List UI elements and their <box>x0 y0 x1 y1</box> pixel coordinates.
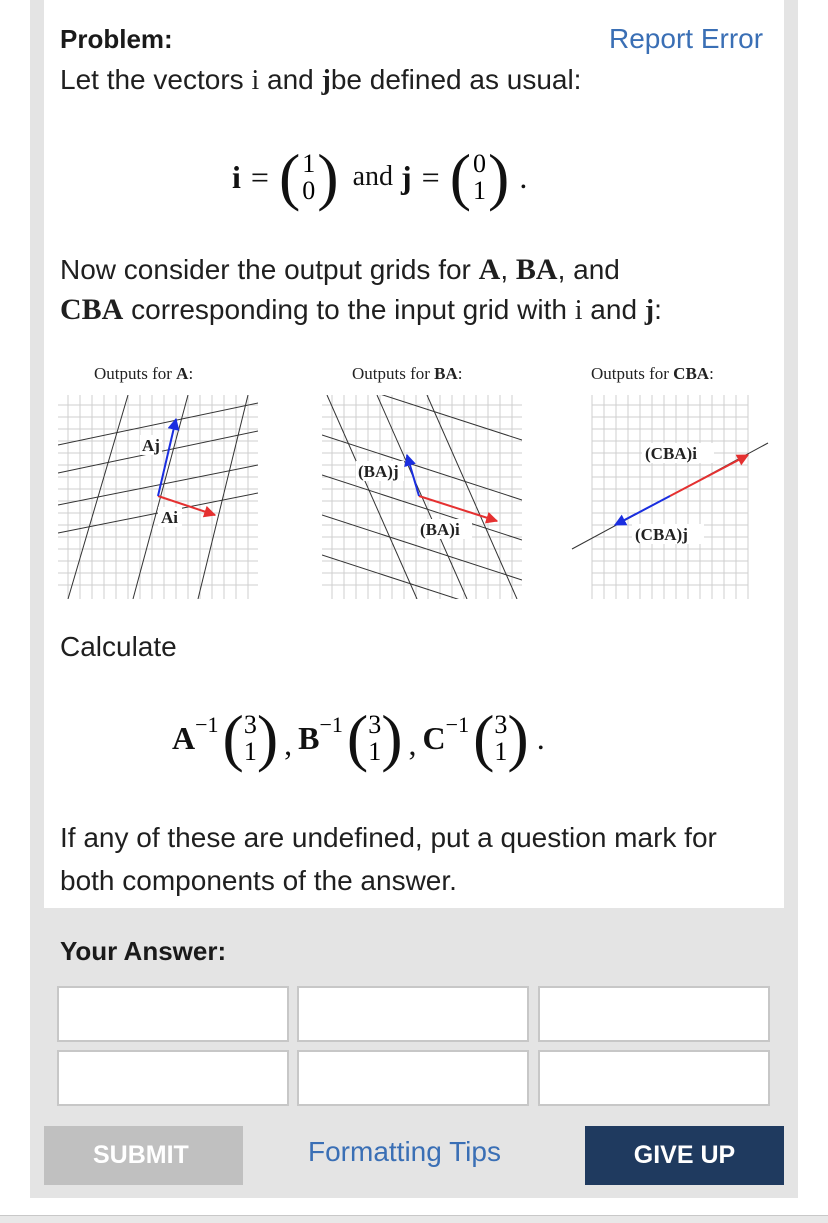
now-consider-line2: CBA corresponding to the input grid with i and j: <box>60 293 662 326</box>
caption-a: Outputs for A: <box>94 364 194 383</box>
vector-aj <box>158 419 176 496</box>
problem-label: Problem: <box>60 24 173 54</box>
undefined-note: If any of these are undefined, put a question mark for both components of the answer. <box>60 822 717 896</box>
your-answer-label: Your Answer: <box>60 936 227 966</box>
now-consider-line1: Now consider the output grids for A, BA, and <box>60 253 620 286</box>
inverse-expression: A −1 ( 3 1 ) , B −1 ( 3 1 ) , C −1 ( 3 1 ) . <box>172 702 545 773</box>
vector-ba-j <box>407 455 419 496</box>
answer-input-2[interactable] <box>297 986 529 1042</box>
label-cba-j: (CBA)j <box>635 525 688 544</box>
report-error-link[interactable]: Report Error <box>609 23 764 54</box>
answer-input-3[interactable] <box>538 986 770 1042</box>
answer-input-1[interactable] <box>57 986 289 1042</box>
caption-ba: Outputs for BA: <box>352 364 463 383</box>
label-ba-i: (BA)i <box>420 520 460 539</box>
answer-input-6[interactable] <box>538 1050 770 1106</box>
answer-input-5[interactable] <box>297 1050 529 1106</box>
vector-cba-j <box>615 496 670 525</box>
intro-text: Let the vectors i and jbe defined as usual: <box>60 64 582 96</box>
submit-button[interactable]: SUBMIT <box>44 1126 243 1185</box>
label-cba-i: (CBA)i <box>645 444 697 463</box>
label-ba-j: (BA)j <box>358 462 399 481</box>
calculate-label: Calculate <box>60 631 177 662</box>
caption-cba: Outputs for CBA: <box>591 364 714 383</box>
answer-input-4[interactable] <box>57 1050 289 1106</box>
grid-figure-cba <box>570 395 770 599</box>
label-aj: Aj <box>142 436 160 455</box>
label-ai: Ai <box>161 508 178 527</box>
grid-figure-a <box>58 395 258 599</box>
give-up-button[interactable]: GIVE UP <box>585 1126 784 1185</box>
formatting-tips-link[interactable]: Formatting Tips <box>308 1136 501 1167</box>
grid-figure-ba <box>322 395 522 599</box>
vector-definition: i = ( 1 0 ) and j = ( 0 1 ) . <box>232 141 528 212</box>
